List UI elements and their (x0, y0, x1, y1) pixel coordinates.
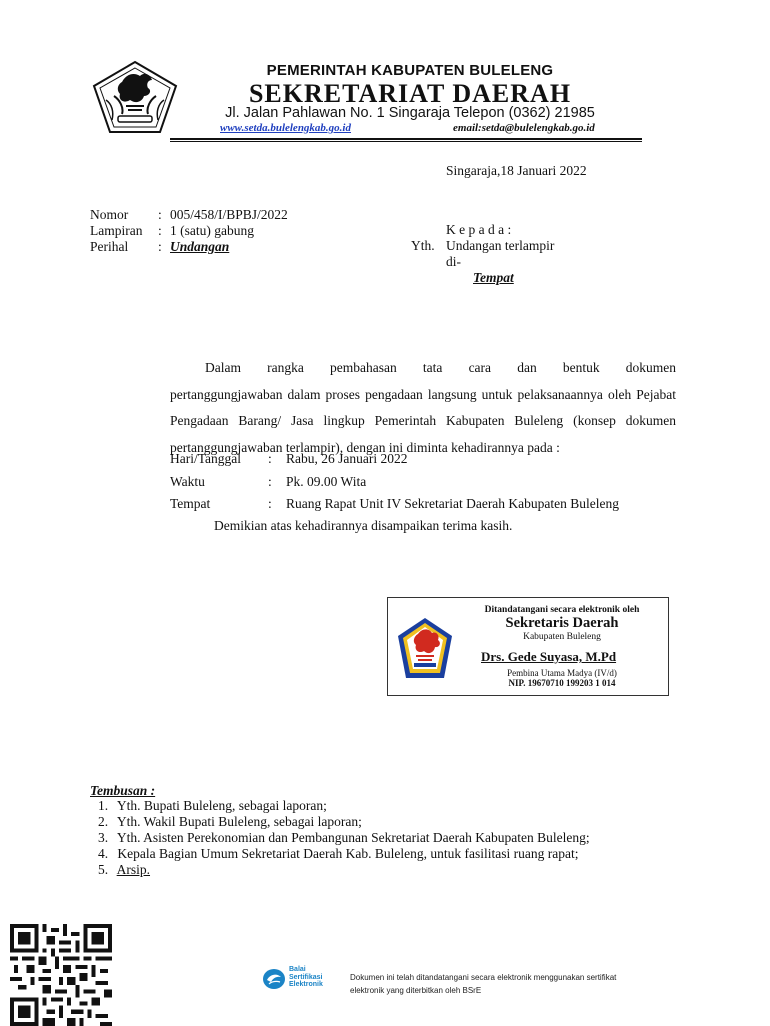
electronic-signature-box (387, 597, 669, 696)
list-text: Yth. Wakil Bupati Buleleng, sebagai laporan; (116, 814, 362, 829)
lampiran-value: 1 (satu) gabung (170, 223, 254, 238)
detail-label: Tempat (170, 496, 211, 511)
bsre-word: Sertifikasi (289, 973, 323, 981)
detail-colon: : (268, 496, 272, 511)
kepada-label: K e p a d a : (446, 222, 512, 237)
detail-value: Rabu, 26 Januari 2022 (286, 451, 408, 466)
detail-value: Pk. 09.00 Wita (286, 474, 367, 489)
bsre-wordmark (289, 966, 323, 989)
signatory-position: Sekretaris Daerah (505, 615, 619, 631)
tembusan-heading: Tembusan : (90, 783, 156, 798)
detail-label: Waktu (170, 474, 205, 489)
list-number: 3. (98, 830, 109, 845)
list-number: 4. (98, 846, 109, 861)
list-item (98, 798, 718, 814)
di-label: di- (446, 254, 461, 269)
qr-code-icon (10, 924, 112, 1026)
lampiran-label: Lampiran (90, 223, 143, 238)
list-text: Yth. Bupati Buleleng, sebagai laporan; (116, 798, 327, 813)
government-name: PEMERINTAH KABUPATEN BULELENG (266, 62, 554, 79)
email-address: email:setda@bulelengkab.go.id (453, 122, 595, 134)
signatory-region: Kabupaten Buleleng (523, 632, 601, 642)
signature-caption: Ditandatangani secara elektronik oleh (484, 605, 640, 615)
lampiran-colon: : (158, 223, 162, 238)
letterhead-divider-thin (170, 141, 642, 142)
place-date: Singaraja,18 Januari 2022 (446, 163, 587, 178)
list-item (98, 862, 718, 878)
buleleng-emblem-icon (92, 60, 178, 134)
body-paragraph (170, 355, 676, 461)
body-paragraph-rest: pertanggungjawaban dalam proses pengadaan langsung untuk pelaksanaannya oleh Pejabat Pengadaan Barang/ Jasa lingkup Pemerintah Kabupaten Buleleng (konsep dokumen pertanggungjawaban terlampir), dengan ini diminta kehadirannya pada : (170, 386, 676, 455)
detail-label: Hari/Tanggal (170, 451, 242, 466)
list-text: Kepala Bagian Umum Sekretariat Daerah Kab. Buleleng, untuk fasilitasi ruang rapat; (117, 846, 579, 861)
signatory-nip: NIP. 19670710 199203 1 014 (508, 678, 616, 688)
list-number: 5. (98, 862, 109, 877)
closing-sentence: Demikian atas kehadirannya disampaikan terima kasih. (214, 518, 513, 533)
detail-value: Ruang Rapat Unit IV Sekretariat Daerah Kabupaten Buleleng (286, 496, 620, 511)
yth-label: Yth. (411, 238, 435, 253)
list-number: 2. (98, 814, 109, 829)
signatory-rank: Pembina Utama Madya (IV/d) (507, 668, 617, 678)
bsre-word: Elektronik (289, 981, 323, 988)
buleleng-emblem-icon (396, 616, 454, 682)
tembusan-list (98, 798, 718, 878)
note-line: Dokumen ini telah ditandatangani secara elektronik menggunakan sertifikat (350, 973, 617, 982)
list-text: Arsip. (116, 862, 151, 877)
perihal-colon: : (158, 239, 162, 254)
bsre-word: Balai (289, 966, 306, 973)
perihal-label: Perihal (90, 239, 129, 254)
tempat-label: Tempat (473, 270, 514, 285)
bsre-emblem-icon (262, 968, 286, 990)
nomor-colon: : (158, 207, 162, 222)
list-item (98, 814, 718, 830)
perihal-value: Undangan (170, 239, 230, 254)
body-paragraph-first-line: Dalam rangka pembahasan tata cara dan bentuk dokumen (205, 360, 676, 375)
list-item (98, 846, 718, 862)
list-item (98, 830, 718, 846)
list-text: Yth. Asisten Perekonomian dan Pembangunan Sekretariat Daerah Kabupaten Buleleng; (116, 830, 590, 845)
signatory-name: Drs. Gede Suyasa, M.Pd (481, 649, 617, 664)
note-line: elektronik yang diterbitkan oleh BSrE (350, 986, 482, 995)
office-address: Jl. Jalan Pahlawan No. 1 Singaraja Telepon (0362) 21985 (225, 105, 595, 121)
website-link[interactable]: www.setda.bulelengkab.go.id (220, 122, 351, 134)
electronic-signature-note (350, 971, 690, 997)
recipient: Undangan terlampir (446, 238, 555, 253)
nomor-value: 005/458/I/BPBJ/2022 (170, 207, 288, 222)
list-number: 1. (98, 798, 109, 813)
detail-colon: : (268, 451, 272, 466)
bsre-logo (262, 966, 342, 994)
office-name: SEKRETARIAT DAERAH (248, 79, 572, 108)
letterhead-divider (170, 138, 642, 140)
detail-colon: : (268, 474, 272, 489)
nomor-label: Nomor (90, 207, 129, 222)
